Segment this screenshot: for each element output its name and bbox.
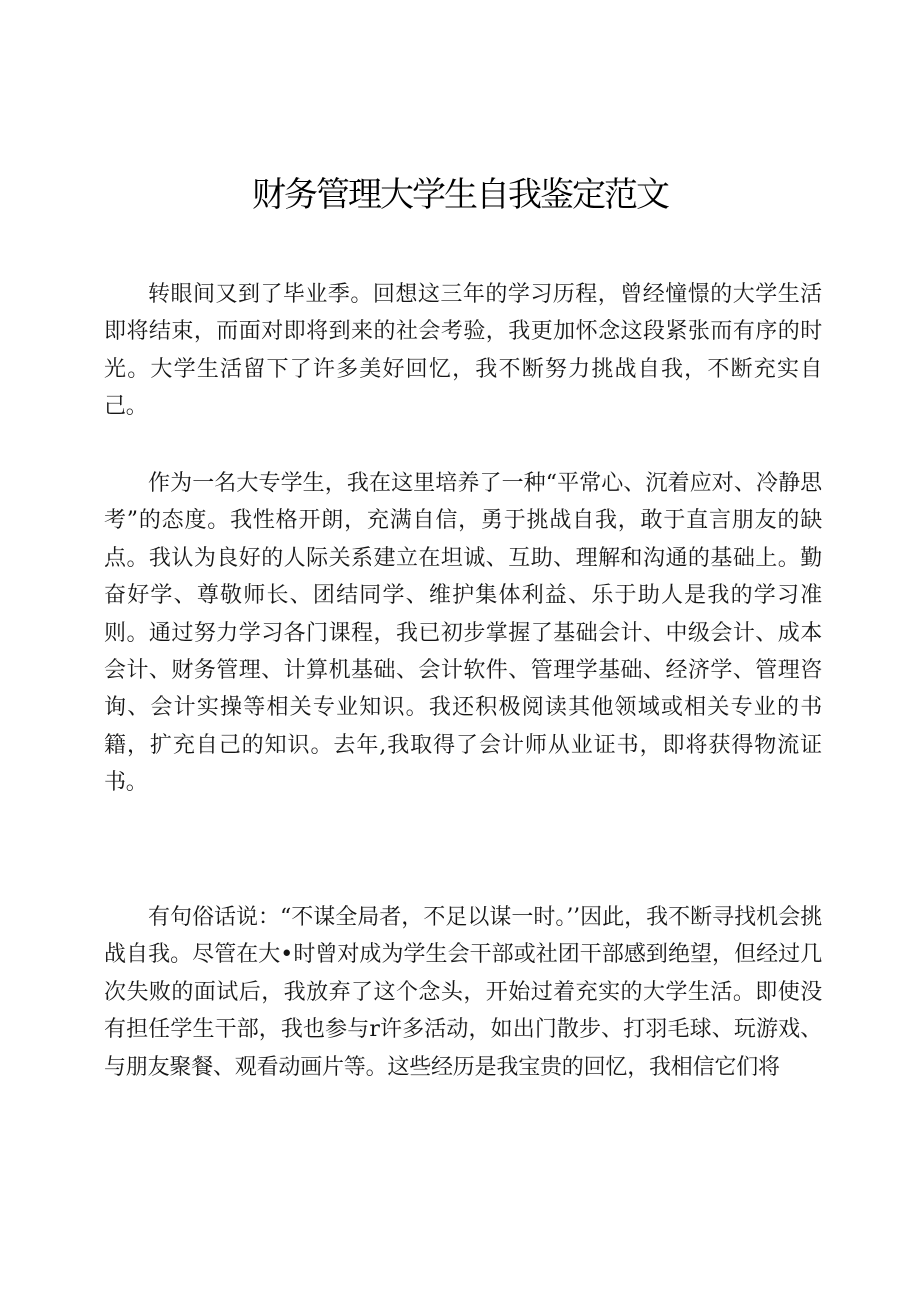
paragraph-intro: 转眼间又到了毕业季。回想这三年的学习历程，曾经憧憬的大学生活即将结束，而面对即将到来的社会考验，我更加怀念这段紧张而有序的时光。大学生活留下了许多美好回忆，我不断努力挑战自我，不断充实自己。: [104, 282, 822, 420]
paragraph-activities: 有句俗话说：“不谋全局者，不足以谋一时。’’因此，我不断寻找机会挑战自我。尽管在大•时曾对成为学生会干部或社团干部感到绝望，但经过几次失败的面试后，我放弃了这个念头，开始过着充实的大学生活。即使没有担任学生干部，我也参与r许多活动，如出门散步、打羽毛球、玩游戏、与朋友聚餐、观看动画片等。这些经历是我宝贵的回忆，我相信它们将: [104, 905, 822, 1080]
paragraph-personality-and-studies: 作为一名大专学生，我在这里培养了一种“平常心、沉着应对、冷静思考”的态度。我性格开朗，充满自信，勇于挑战自我，敢于直言朋友的缺点。我认为良好的人际关系建立在坦诚、互助、理解和沟通的基础上。勤奋好学、尊敬师长、团结同学、维护集体利益、乐于助人是我的学习准则。通过努力学习各门课程，我已初步掌握了基础会计、中级会计、成本会计、财务管理、计算机基础、会计软件、管理学基础、经济学、管理咨询、会计实操等相关专业知识。我还积极阅读其他领域或相关专业的书籍，扩充自己的知识。去年,我取得了会计师从业证书，即将获得物流证书。: [104, 471, 822, 796]
document-title: 财务管理大学生自我鉴定范文: [252, 175, 668, 215]
